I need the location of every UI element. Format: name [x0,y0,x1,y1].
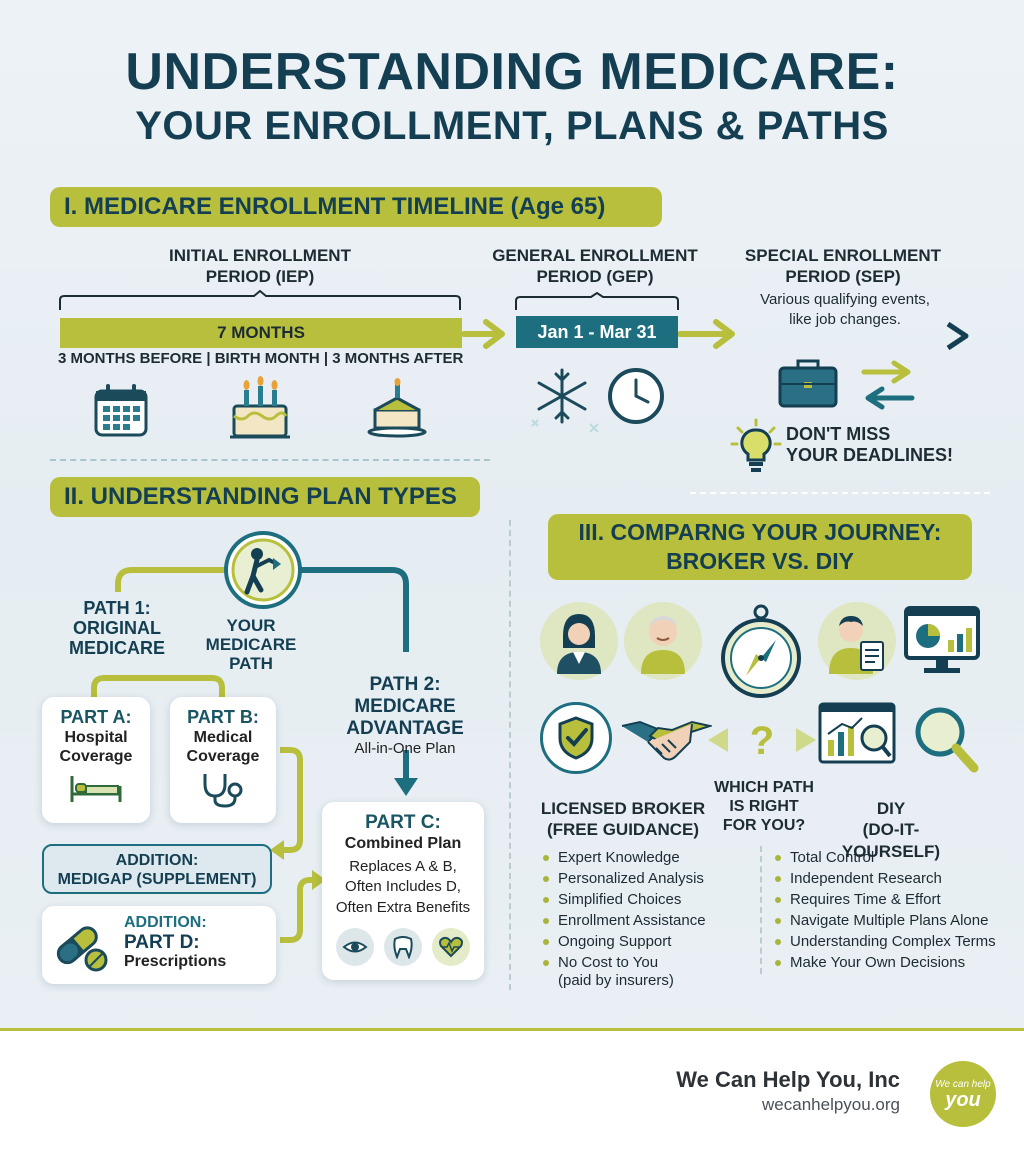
path-2-line-1: PATH 2: [369,674,441,695]
medigap-card [42,844,272,894]
iep-to-gep-arrow [462,316,512,352]
gep-date-range: Jan 1 - Mar 31 [516,316,678,348]
iep-title [140,245,380,288]
iep-bar: 7 MONTHS [60,318,462,348]
snowflake-icon [528,362,600,438]
shield-check-icon [540,702,612,774]
reminder-line-1: DON'T MISS [786,424,891,444]
path-1-label [52,598,182,658]
part-b-card [170,697,276,823]
logo-line-1: We can help [935,1078,991,1090]
handshake-icon [620,712,712,768]
which-path-question [706,779,822,836]
computer-monitor-icon [902,604,982,676]
medicare-path-icon [223,530,303,610]
part-d-text [124,914,226,971]
company-name: We Can Help You, Inc [676,1067,900,1092]
part-c-line-2: Often Includes D, [345,878,461,896]
path-1-line-2: ORIGINAL [73,618,161,639]
briefcase-icon [776,356,840,410]
path-2-line-3: ADVANTAGE [346,717,464,739]
section-3-heading-line-2: BROKER VS. DIY [666,548,854,574]
reminder-line-2: YOUR DEADLINES! [786,444,954,465]
center-label-line-3: PATH [229,654,273,674]
hospital-bed-icon [68,772,124,806]
part-b-title: PART B: [187,707,259,727]
center-path-label [196,616,306,673]
part-a-line-1: Hospital [64,729,128,746]
question-icon [704,720,820,760]
cake-slice-icon [367,378,429,438]
sep-desc-line-2: like job changes. [789,310,901,328]
sep-title [728,245,958,288]
part-d-line-3: Prescriptions [124,953,227,971]
list-item: Total Control [772,849,1012,870]
path-2-line-2: MEDICARE [354,695,456,717]
section-2-heading: II. UNDERSTANDING PLAN TYPES [50,477,480,517]
list-item: Navigate Multiple Plans Alone [772,912,1012,933]
section-1-heading: I. MEDICARE ENROLLMENT TIMELINE (Age 65) [50,187,662,227]
list-item: Ongoing Support [540,933,760,954]
page-title-line-2: YOUR ENROLLMENT, PLANS & PATHS [135,104,889,148]
compass-icon [716,600,806,700]
page-title-line-1: UNDERSTANDING MEDICARE: [125,43,899,101]
question-line-2: IS RIGHT [729,797,799,815]
footer [0,1028,1024,1154]
iep-bracket [58,290,463,312]
part-c-line-1: Replaces A & B, [349,858,457,876]
part-c-subtitle: Combined Plan [344,835,462,852]
divider-left [50,459,490,461]
broker-column-title [528,798,718,841]
part-b-line-2: Coverage [186,748,260,766]
stethoscope-icon [195,770,251,808]
part-d-line-1: ADDITION: [124,914,207,931]
diy-title-line-1: DIY [876,799,906,818]
list-item: Expert Knowledge [540,849,760,870]
broker-title-line-1: LICENSED BROKER [540,799,706,818]
analytics-chart-icon [818,702,896,764]
clock-icon [606,366,666,426]
senior-client-avatar [624,602,702,680]
dental-tooth-icon [384,928,422,966]
company-website[interactable]: wecanhelpyou.org [762,1095,900,1114]
path-1-line-1: PATH 1: [83,598,151,618]
part-d-card [42,906,276,984]
svg-text:?: ? [749,720,775,760]
sep-desc-line-1: Various qualifying events, [760,291,930,308]
iep-title-line-1: INITIAL ENROLLMENT [169,246,351,265]
diy-person-avatar [818,602,896,680]
path-2-label [330,674,480,757]
list-item: Understanding Complex Terms [772,933,1012,954]
broker-title-line-2: (FREE GUIDANCE) [546,820,700,840]
gep-bracket [514,292,680,312]
part-d-line-2: PART D: [124,931,200,953]
list-item: Simplified Choices [540,891,760,912]
broker-benefits-list [540,849,760,975]
part-c-benefit-icons [322,928,484,966]
birthday-cake-icon [228,376,292,440]
section-3-heading [548,514,972,580]
diy-title-line-2: (DO-IT-YOURSELF) [841,820,941,861]
part-b-line-1: Medical [193,729,253,746]
iep-title-line-2: PERIOD (IEP) [205,267,315,287]
broker-note: (paid by insurers) [558,972,674,989]
broker-avatar-woman [540,602,618,680]
path-1-line-3: MEDICARE [68,638,165,659]
gep-title-line-1: GENERAL ENROLLMENT [492,246,698,265]
part-c-card [322,802,484,980]
question-line-3: FOR YOU? [722,816,806,834]
company-logo [930,1061,996,1127]
list-item: No Cost to You [540,954,760,975]
sep-timeline-arrow [736,318,974,354]
pill-icon [52,918,112,974]
question-line-1: WHICH PATH [714,779,814,796]
list-item: Make Your Own Decisions [772,954,1012,975]
sep-title-line-1: SPECIAL ENROLLMENT [744,246,942,265]
exchange-arrows-icon [858,358,918,412]
medigap-line-2: MEDIGAP (SUPPLEMENT) [57,871,257,889]
medigap-line-1: ADDITION: [115,852,199,869]
center-label-line-1: YOUR [226,616,276,635]
divider-right [690,492,990,494]
part-a-line-2: Coverage [59,748,133,766]
calendar-icon [92,383,150,439]
part-c-title: PART C: [365,812,441,833]
vision-eye-icon [336,928,374,966]
list-item: Independent Research [772,870,1012,891]
logo-line-2: you [945,1088,981,1111]
part-a-card [42,697,150,823]
list-item: Personalized Analysis [540,870,760,891]
gep-title [480,245,710,288]
path-2-subtitle: All-in-One Plan [354,739,456,757]
diy-traits-list [772,849,1012,975]
lightbulb-icon [730,418,782,474]
list-item: Enrollment Assistance [540,912,760,933]
gep-title-line-2: PERIOD (GEP) [536,267,654,287]
iep-breakdown: 3 MONTHS BEFORE | BIRTH MONTH | 3 MONTHS AFTER [58,350,464,367]
heart-health-icon [432,928,470,966]
list-divider [760,846,762,974]
part-c-line-3: Often Extra Benefits [335,898,471,916]
center-label-line-2: MEDICARE [205,635,297,655]
deadline-reminder [786,424,953,465]
sep-title-line-2: PERIOD (SEP) [785,267,901,287]
list-item: Requires Time & Effort [772,891,1012,912]
magnifier-icon [906,700,982,776]
part-a-title: PART A: [60,707,132,727]
footer-company-info [676,1067,900,1115]
section-3-heading-line-1: III. COMPARNG YOUR JOURNEY: [578,519,942,546]
